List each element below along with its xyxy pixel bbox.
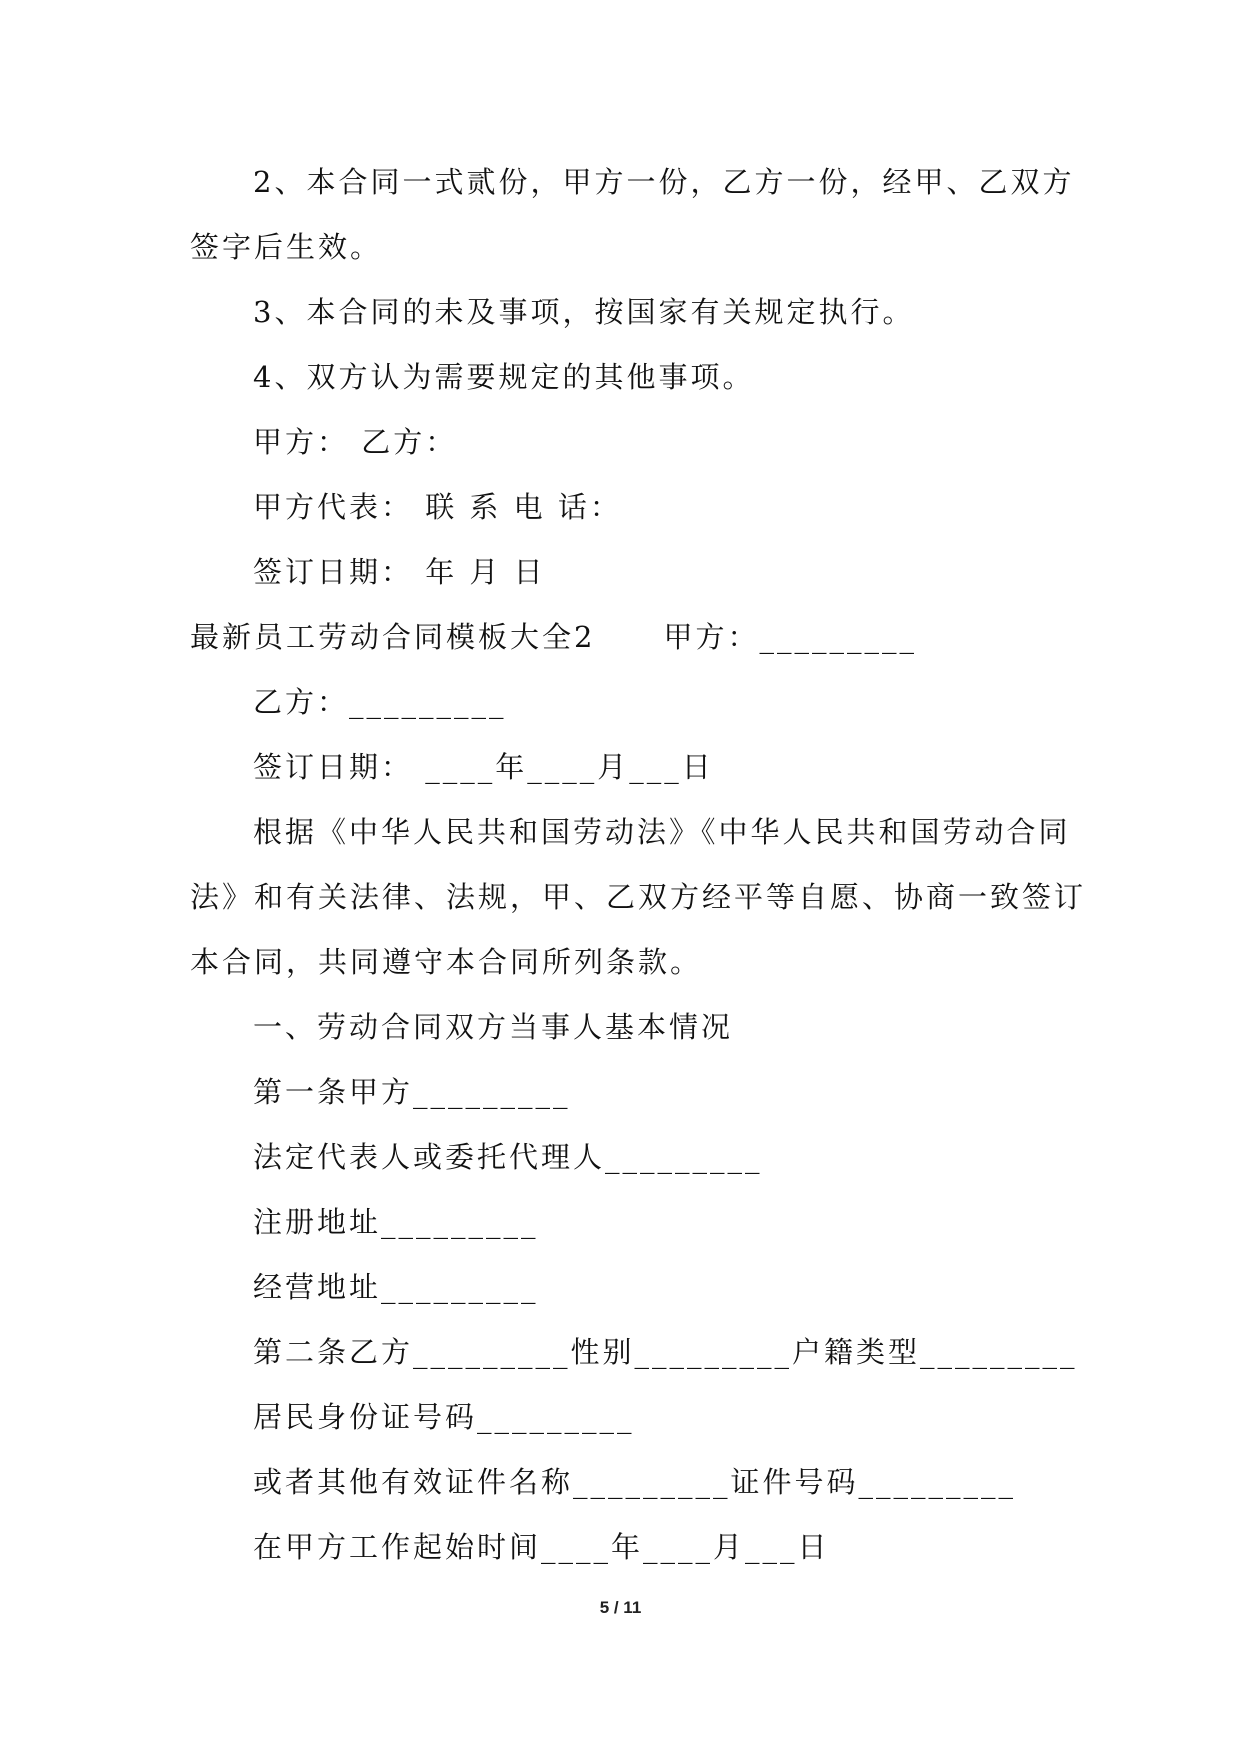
legal-representative-field: 法定代表人或委托代理人_________ [253,1140,763,1174]
paragraph-line: 签字后生效。 [190,230,383,264]
signature-party-line: 甲方： 乙方： [253,425,458,459]
signing-date-field: 签订日期： ____年____月___日 [253,750,714,784]
paragraph-line: 根据《中华人民共和国劳动法》《中华人民共和国劳动合同 [253,815,1071,849]
signing-date-line: 签订日期： 年 月 日 [253,555,546,589]
paragraph-line: 3、本合同的未及事项，按国家有关规定执行。 [253,295,915,329]
section-heading: 一、劳动合同双方当事人基本情况 [253,1010,734,1044]
id-number-field: 居民身份证号码_________ [253,1400,635,1434]
party-a-name-field: 第一条甲方_________ [253,1075,571,1109]
page-number: 5 / 11 [599,1598,642,1617]
paragraph-line: 2、本合同一式贰份，甲方一份，乙方一份，经甲、乙双方 [253,165,1075,199]
paragraph-line: 本合同，共同遵守本合同所列条款。 [190,945,703,979]
paragraph-line: 法》和有关法律、法规，甲、乙双方经平等自愿、协商一致签订 [190,880,1087,914]
representative-phone-line: 甲方代表： 联 系 电 话： [253,490,622,524]
paragraph-line: 4、双方认为需要规定的其他事项。 [253,360,755,394]
section-title: 最新员工劳动合同模板大全2 [190,620,596,654]
party-b-field: 乙方：_________ [253,685,507,719]
business-address-field: 经营地址_________ [253,1270,539,1304]
party-b-details-field: 第二条乙方_________性别_________户籍类型_________ [253,1335,1078,1369]
party-a-field: 甲方：_________ [663,620,917,654]
registered-address-field: 注册地址_________ [253,1205,539,1239]
section-title-line [190,620,917,655]
start-date-field: 在甲方工作起始时间____年____月___日 [253,1530,830,1564]
other-id-field: 或者其他有效证件名称_________证件号码_________ [253,1465,1017,1499]
